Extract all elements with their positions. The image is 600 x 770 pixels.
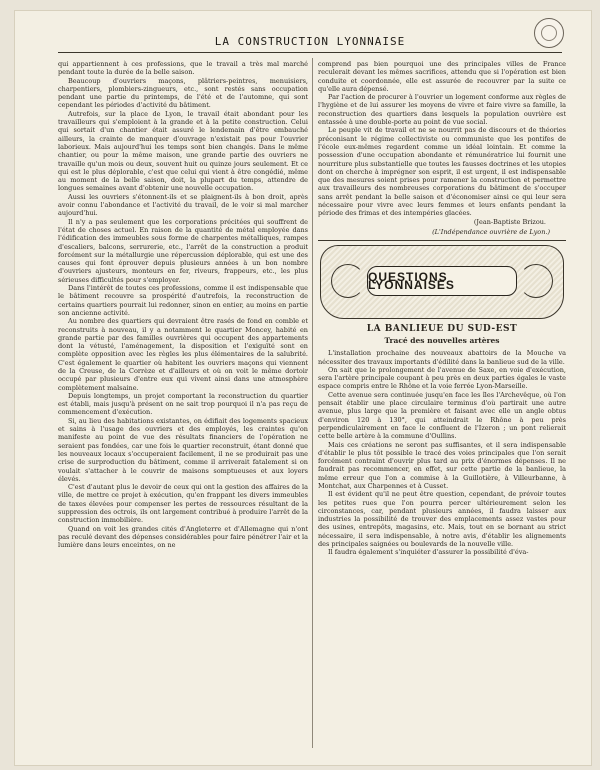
section-banner xyxy=(320,245,564,319)
publication-title: LA CONSTRUCTION LYONNAISE xyxy=(214,35,406,48)
paragraph: On sait que le prolongement de l'avenue de Saxe, en voie d'exécution, sera l'artère principale coupant à peu près en deux parties égales le vaste espace compris entre le Rhône et la voie ferrée Lyon-Marseille. xyxy=(318,365,566,391)
paragraph: Aussi les ouvriers s'étonnent-ils et se plaignent-ils à bon droit, après avoir connu l'abondance et l'activité du travail, de le voir si mal marcher aujourd'hui. xyxy=(58,192,308,218)
paragraph: C'est d'autant plus le devoir de ceux qui ont la gestion des affaires de la ville, de mettre ce projet à exécution, qu'en frappant les divers immeubles de taxes élevées pour compenser les pertes de ressources résultant de la suppression des octrois, ils ont largement contribué à produire l'arrêt de la construction immobilière. xyxy=(58,483,308,525)
section-subtitle: Tracé des nouvelles artères xyxy=(384,336,500,346)
paragraph: Autrefois, sur la place de Lyon, le travail était abondant pour les travailleurs qui s'emploient à la grande et à la petite construction. Celui qui sortait d'un chantier était assuré le lendemain d'être embauché ailleurs, la crainte de manquer d'ouvrage n'existait pas pour l'ouvrier laborieux. Mais aujourd'hui les temps sont bien changés. Dans le même chantier, ou pour la même maison, une grande partie des ouvriers ne travaille qu'un mois ou deux, souvent huit ou quinze jours seulement. Et ce qui est le plus déplorable, c'est que celui qui vient à être congédié, même au moment de la belle saison, doit, la plupart du temps, attendre de longues semaines avant d'obtenir une nouvelle occupation. xyxy=(58,109,308,193)
right-column xyxy=(318,60,566,746)
paragraph: Cette avenue sera continuée jusqu'en face les îles l'Archevêque, où l'on pensait établir une place circulaire terminus d'où partirait une autre avenue, plus large que la première et faisant avec elle un angle obtus d'environ 120 à 130°, qui atteindrait le Rhône à peu près perpendiculairement en face le confluent de l'Izeron ; un pont relierait cette belle artère à la commune d'Oullins. xyxy=(318,390,566,441)
section-title: LA BANLIEUE DU SUD-EST xyxy=(366,324,518,335)
paragraph: Dans l'intérêt de toutes ces professions, comme il est indispensable que le bâtiment recouvre sa prospérité d'autrefois, la reconstruction de certains quartiers pourrait lui redonner, sinon en entier, au moins en partie son ancienne activité. xyxy=(58,284,308,317)
paragraph: Mais ces créations ne seront pas suffisantes, et il sera indispensable d'établir le plus tôt possible le tracé des voies principales que l'on serait forcément contraint d'ouvrir plus tard au prix d'énormes dépenses. Il ne faudrait pas recommencer, en effet, sur cette partie de la banlieue, la même erreur que l'on a commise à la Guillotière, à Villeurbanne, à Montchat, aux Charpennes et à Cusset. xyxy=(318,440,566,490)
author-signature: (Jean-Baptiste Brizou. xyxy=(473,217,546,226)
paragraph: Il faudra également s'inquiéter d'assurer la possibilité d'éva- xyxy=(328,548,529,557)
paragraph: qui appartiennent à ces professions, que le travail a très mal marché pendant toute la durée de la belle saison. xyxy=(58,60,308,77)
paragraph: comprend pas bien pourquoi une des principales villes de France reculerait devant les mêmes sacrifices, attendu que si l'opération est bien conduite et coordonnée, elle est assurée de recouvrer par la suite ce qu'elle aura dépensé. xyxy=(318,60,566,93)
paragraph: Au nombre des quartiers qui devraient être rasés de fond en comble et reconstruits à nouveau, il y a notamment le quartier Moncey, habité en grande partie par des familles ouvrières qui occupent des appartements dont la vétusté, l'aménagement, la disposition et l'exiguïté sont en complète opposition avec les règles les plus élémentaires de la salubrité. C'est également le quartier où habitent les ouvriers maçons qui viennent de la Creuse, de la Corrèze et d'ailleurs et où on voit le même dortoir occupé par plusieurs d'entre eux qui vivent ainsi dans une atmosphère complètement malsaine. xyxy=(58,317,308,392)
paragraph: Beaucoup d'ouvriers maçons, plâtriers-peintres, menuisiers, charpentiers, plombiers-zingueurs, etc., sont restés sans occupation pendant une partie du printemps, de l'été et de l'automne, qui sont cependant les périodes d'activité du bâtiment. xyxy=(58,76,308,110)
paragraph: Le peuple vit de travail et ne se nourrit pas de discours et de théories préconisant le régime collectiviste ou communiste que les pontifes de l'école eux-mêmes regardent comme un idéal lointain. Et comme la possession d'une occupation abondante et rémunératrice lui fournit une nourriture plus substantielle que toutes les fausses doctrines et les utopies dont on cherche à imprégner son esprit, il est urgent, il est indispensable que des mesures soient prises pour ramener la construction et permettre aux travailleurs des nombreuses corporations du bâtiment de s'occuper sans arrêt pendant la belle saison et d'économiser ainsi ce qui leur sera nécessaire pour vivre avec leurs femmes et leurs enfants pendant la période des frimas et des intempéries glacées. xyxy=(318,126,566,218)
paragraph: Par l'action de procurer à l'ouvrier un logement conforme aux règles de l'hygiène et de lui assurer les moyens de vivre et faire vivre sa famille, la reconstruction des quartiers dans lesquels la population ouvrière est entassée à une double-porte au point de vue social. xyxy=(318,93,566,127)
library-stamp-icon xyxy=(534,18,564,48)
column-divider xyxy=(312,58,313,748)
paragraph: L'installation prochaine des nouveaux abattoirs de la Mouche va nécessiter des travaux importants d'édilité dans la banlieue sud de la ville. xyxy=(318,349,566,366)
paragraph: Il n'y a pas seulement que les corporations précitées qui souffrent de l'état de choses actuel. En raison de la quantité de métal employée dans l'édification des immeubles sous forme de charpentes métalliques, rampes d'escaliers, balcons, serrurerie, etc., l'arrêt de la construction a produit forcément sur la métallurgie une répercussion déplorable, qui est une des causes qui font éprouver depuis plusieurs années à un bon nombre d'ouvriers ajusteurs, monteurs en fer, riveurs, frappeurs, etc., les plus sérieuses difficultés pour s'employer. xyxy=(58,217,308,284)
paragraph: Depuis longtemps, un projet comportant la reconstruction du quartier est établi, mais jusqu'à présent on ne sait trop pourquoi il n'a pas reçu de commencement d'exécution. xyxy=(58,391,308,417)
paragraph: Si, au lieu des habitations existantes, on édifiait des logements spacieux et sains à l'usage des ouvriers et des employés, les craintes qu'on manifeste au point de vue des résultats financiers de l'opération ne seraient pas fondées, car une fois le quartier reconstruit, étant donné que les nouveaux locaux s'occuperaient facilement, il ne se produirait pas une crise de surproduction du bâtiment, comme il arriverait fatalement si on voulait s'attacher à le couvrir de maisons somptueuses et aux loyers élevés. xyxy=(58,416,308,483)
banner-plaque xyxy=(367,266,517,296)
banner-label: QUESTIONS LYONNAISES xyxy=(368,269,455,293)
section-rule xyxy=(318,240,566,241)
left-column xyxy=(58,60,308,746)
page-header xyxy=(58,34,562,53)
ornament-icon xyxy=(519,264,553,298)
paragraph: Quand on voit les grandes cités d'Angleterre et d'Allemagne qui n'ont pas reculé devant des dépenses considérables pour faire pénétrer l'air et la lumière dans leurs enceintes, on ne xyxy=(58,524,308,550)
paragraph: Il est évident qu'il ne peut être question, cependant, de prévoir toutes les petites rues que l'on pourra percer ultérieurement selon les circonstances, car, pendant plusieurs années, il faudra laisser aux industries la possibilité de trouver des emplacements assez vastes pour des usines, entrepôts, magasins, etc. Mais, tout en se bornant au strict nécessaire, il sera indispensable, à notre avis, d'établir les alignements des principales saignées ou boulevards de la nouvelle ville. xyxy=(318,490,566,549)
ornament-icon xyxy=(331,264,365,298)
source-credit: (L'Indépendance ouvrière de Lyon.) xyxy=(432,227,550,236)
newspaper-page xyxy=(14,10,592,766)
